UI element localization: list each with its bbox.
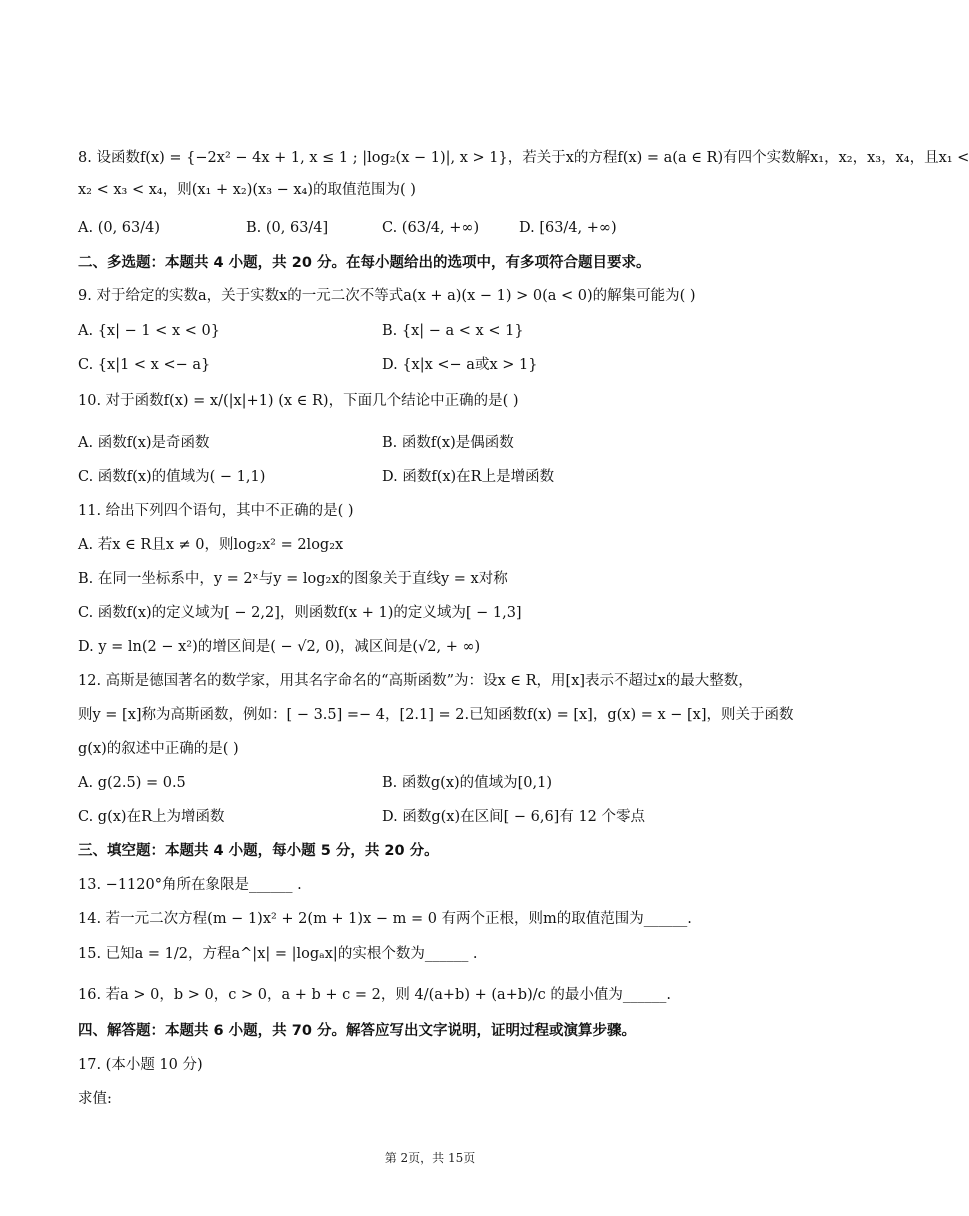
q8-option-b: B. (0, 63/4] (246, 220, 329, 236)
q11-option-c: C. 函数f(x)的定义域为[ − 2,2]，则函数f(x + 1)的定义域为[ − 1,3] (78, 605, 522, 621)
question-17-title: 17. (本小题 10 分) (78, 1057, 203, 1073)
q10-option-a: A. 函数f(x)是奇函数 (78, 435, 210, 451)
q12-option-a: A. g(2.5) = 0.5 (78, 775, 186, 791)
q11-option-b: B. 在同一坐标系中，y = 2ˣ与y = log₂x的图象关于直线y = x对称 (78, 571, 508, 587)
question-8-line-1: 8. 设函数f(x) = {−2x² − 4x + 1, x ≤ 1 ; |log₂(x − 1)|, x > 1}，若关于x的方程f(x) = a(a ∈ R)有四个实数解x₁，x₂，x₃，x₄，且x₁ < (78, 150, 969, 166)
q9-option-c: C. {x|1 < x <− a} (78, 357, 211, 373)
q8-option-a: A. (0, 63/4) (78, 220, 161, 236)
question-10-stem: 10. 对于函数f(x) = x/(|x|+1) (x ∈ R)，下面几个结论中正确的是( ) (78, 393, 519, 409)
q8-option-d: D. [63/4, +∞) (519, 220, 617, 236)
question-14: 14. 若一元二次方程(m − 1)x² + 2(m + 1)x − m = 0 有两个正根，则m的取值范围为______. (78, 911, 692, 927)
question-9-stem: 9. 对于给定的实数a，关于实数x的一元二次不等式a(x + a)(x − 1) > 0(a < 0)的解集可能为( ) (78, 288, 696, 304)
q10-option-b: B. 函数f(x)是偶函数 (382, 435, 514, 451)
q12-option-b: B. 函数g(x)的值域为[0,1) (382, 775, 553, 791)
q9-option-b: B. {x| − a < x < 1} (382, 323, 524, 339)
q11-option-d: D. y = ln(2 − x²)的增区间是( − √2, 0)，减区间是(√2, + ∞) (78, 639, 481, 655)
q10-option-d: D. 函数f(x)在R上是增函数 (382, 469, 555, 485)
question-12-line-2: 则y = [x]称为高斯函数，例如：[ − 3.5] =− 4，[2.1] = 2.已知函数f(x) = [x]，g(x) = x − [x]，则关于函数 (78, 707, 794, 723)
question-16: 16. 若a > 0，b > 0，c > 0，a + b + c = 2，则 4/(a+b) + (a+b)/c 的最小值为______. (78, 987, 671, 1003)
section-2-heading: 二、多选题：本题共 4 小题，共 20 分。在每小题给出的选项中，有多项符合题目要求。 (78, 255, 651, 271)
q12-option-d: D. 函数g(x)在区间[ − 6,6]有 12 个零点 (382, 809, 646, 825)
question-13: 13. −1120°角所在象限是______ . (78, 877, 302, 893)
question-11-stem: 11. 给出下列四个语句，其中不正确的是( ) (78, 503, 354, 519)
question-15: 15. 已知a = 1/2，方程a^|x| = |logₐx|的实根个数为______ . (78, 946, 478, 962)
question-12-line-3: g(x)的叙述中正确的是( ) (78, 741, 239, 757)
q12-option-c: C. g(x)在R上为增函数 (78, 809, 225, 825)
q9-option-d: D. {x|x <− a或x > 1} (382, 357, 538, 373)
section-4-heading: 四、解答题：本题共 6 小题，共 70 分。解答应写出文字说明，证明过程或演算步骤。 (78, 1023, 636, 1039)
q11-option-a: A. 若x ∈ R且x ≠ 0，则log₂x² = 2log₂x (78, 537, 344, 553)
question-12-line-1: 12. 高斯是德国著名的数学家，用其名字命名的“高斯函数”为：设x ∈ R，用[x]表示不超过x的最大整数， (78, 673, 753, 689)
q10-option-c: C. 函数f(x)的值域为( − 1,1) (78, 469, 266, 485)
section-3-heading: 三、填空题：本题共 4 小题，每小题 5 分，共 20 分。 (78, 843, 439, 859)
question-17-text: 求值: (78, 1091, 112, 1107)
q9-option-a: A. {x| − 1 < x < 0} (78, 323, 220, 339)
q8-option-c: C. (63/4, +∞) (382, 220, 480, 236)
page-footer: 第 2页，共 15页 (384, 1151, 476, 1165)
question-8-line-2: x₂ < x₃ < x₄，则(x₁ + x₂)(x₃ − x₄)的取值范围为( ) (78, 182, 416, 198)
